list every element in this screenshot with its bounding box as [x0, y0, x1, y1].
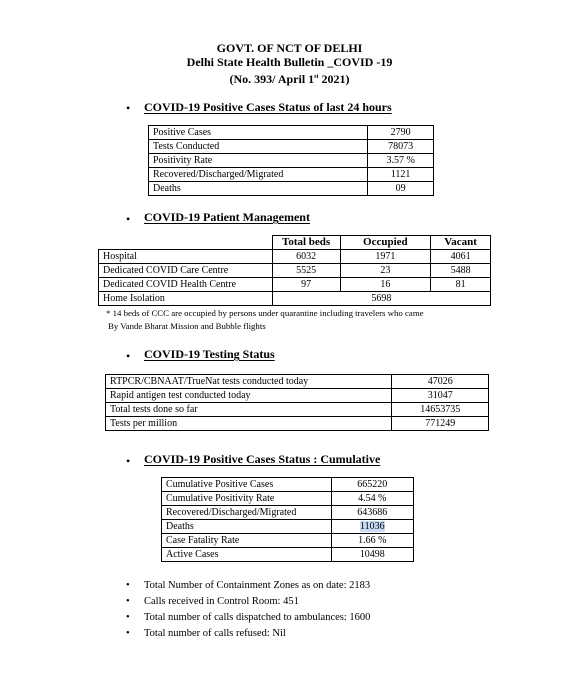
table-row — [162, 534, 414, 548]
row-label: Dedicated COVID Care Centre — [99, 264, 273, 278]
row-label: Tests Conducted — [149, 140, 368, 154]
row-label: Case Fatality Rate — [162, 534, 332, 548]
row-value: 771249 — [392, 417, 489, 431]
list-item-text: Total number of calls dispatched to ambulances: 1600 — [144, 612, 371, 623]
bullet-icon: • — [126, 612, 130, 623]
header-total-beds: Total beds — [272, 236, 340, 250]
bulletin-number-sup: st — [314, 74, 319, 80]
table-row — [99, 250, 491, 264]
bulletin-header-title: Delhi State Health Bulletin _COVID -19 — [186, 55, 393, 69]
table-row — [106, 375, 489, 389]
bullet-icon: • — [126, 349, 131, 363]
row-label: Deaths — [149, 182, 368, 196]
row-value: 1.66 % — [331, 534, 413, 548]
row-value: 78073 — [368, 140, 434, 154]
table-row — [162, 478, 414, 492]
row-value: 1121 — [368, 168, 434, 182]
total-beds-value: 6032 — [272, 250, 340, 264]
occupied-value: 23 — [340, 264, 431, 278]
row-value: 2790 — [368, 126, 434, 140]
table-row — [162, 520, 414, 534]
total-beds-value: 5525 — [272, 264, 340, 278]
table-row — [99, 292, 491, 306]
row-label: Home Isolation — [99, 292, 273, 306]
row-value: 47026 — [392, 375, 489, 389]
bulletin-header-number — [0, 70, 579, 86]
row-label: Positive Cases — [149, 126, 368, 140]
row-label: Total tests done so far — [106, 403, 392, 417]
row-value: 643686 — [331, 506, 413, 520]
row-label: Tests per million — [106, 417, 392, 431]
table-row — [99, 264, 491, 278]
table-row — [149, 126, 434, 140]
header-occupied: Occupied — [340, 236, 431, 250]
bullet-icon: • — [126, 101, 131, 115]
table-row — [149, 182, 434, 196]
table-row — [149, 154, 434, 168]
table-row — [162, 506, 414, 520]
table-row — [106, 389, 489, 403]
row-value: 14653735 — [392, 403, 489, 417]
bullet-icon: • — [126, 580, 130, 591]
list-item-text: Total number of calls refused: Nil — [144, 628, 286, 639]
table-row — [149, 140, 434, 154]
total-beds-value: 97 — [272, 278, 340, 292]
vacant-value: 4061 — [431, 250, 491, 264]
row-label: Dedicated COVID Health Centre — [99, 278, 273, 292]
section-title-testing: COVID-19 Testing Status — [144, 347, 275, 361]
row-label: Positivity Rate — [149, 154, 368, 168]
cumulative-table — [161, 477, 414, 562]
row-value: 665220 — [331, 478, 413, 492]
vacant-value: 5488 — [431, 264, 491, 278]
vacant-value: 81 — [431, 278, 491, 292]
row-label: Hospital — [99, 250, 273, 264]
bulletin-header-govt: GOVT. OF NCT OF DELHI — [216, 41, 363, 55]
table-header-row — [99, 236, 491, 250]
row-label: Rapid antigen test conducted today — [106, 389, 392, 403]
occupied-value: 1971 — [340, 250, 431, 264]
list-item-text: Total Number of Containment Zones as on date: 2183 — [144, 580, 371, 591]
row-label: Cumulative Positive Cases — [162, 478, 332, 492]
section-title-cumulative: COVID-19 Positive Cases Status : Cumulative — [144, 452, 381, 466]
home-isolation-value: 5698 — [272, 292, 490, 306]
section-title-last24: COVID-19 Positive Cases Status of last 24 hours — [144, 100, 392, 114]
row-value: 4.54 % — [331, 492, 413, 506]
row-value: 31047 — [392, 389, 489, 403]
row-label: Recovered/Discharged/Migrated — [149, 168, 368, 182]
table-row — [106, 417, 489, 431]
row-label: RTPCR/CBNAAT/TrueNat tests conducted today — [106, 375, 392, 389]
bulletin-number-prefix: (No. 393/ April 1 — [229, 72, 315, 86]
ccc-footnote-line1: * 14 beds of CCC are occupied by persons under quarantine including travelers who came — [106, 308, 424, 318]
row-label: Recovered/Discharged/Migrated — [162, 506, 332, 520]
bullet-icon: • — [126, 454, 131, 468]
patient-table — [98, 235, 491, 306]
bullet-icon: • — [126, 596, 130, 607]
row-label: Cumulative Positivity Rate — [162, 492, 332, 506]
testing-table — [105, 374, 489, 431]
table-row — [162, 548, 414, 562]
row-value: 3.57 % — [368, 154, 434, 168]
row-label: Deaths — [162, 520, 332, 534]
table-row — [149, 168, 434, 182]
header-vacant: Vacant — [431, 236, 491, 250]
deaths-value-selection[interactable]: 11036 — [359, 521, 385, 532]
row-value: 09 — [368, 182, 434, 196]
list-item-text: Calls received in Control Room: 451 — [144, 596, 299, 607]
bullet-icon: • — [126, 628, 130, 639]
row-label: Active Cases — [162, 548, 332, 562]
row-value: 10498 — [331, 548, 413, 562]
table-row — [99, 278, 491, 292]
row-value-highlighted[interactable] — [331, 520, 413, 534]
section-title-patient: COVID-19 Patient Management — [144, 210, 310, 224]
last24-table — [148, 125, 434, 196]
occupied-value: 16 — [340, 278, 431, 292]
bulletin-number-suffix: 2021) — [318, 72, 350, 86]
table-row — [106, 403, 489, 417]
ccc-footnote-line2: By Vande Bharat Mission and Bubble flights — [108, 321, 266, 331]
table-row — [162, 492, 414, 506]
bullet-icon: • — [126, 212, 131, 226]
header-empty-cell — [99, 236, 273, 250]
